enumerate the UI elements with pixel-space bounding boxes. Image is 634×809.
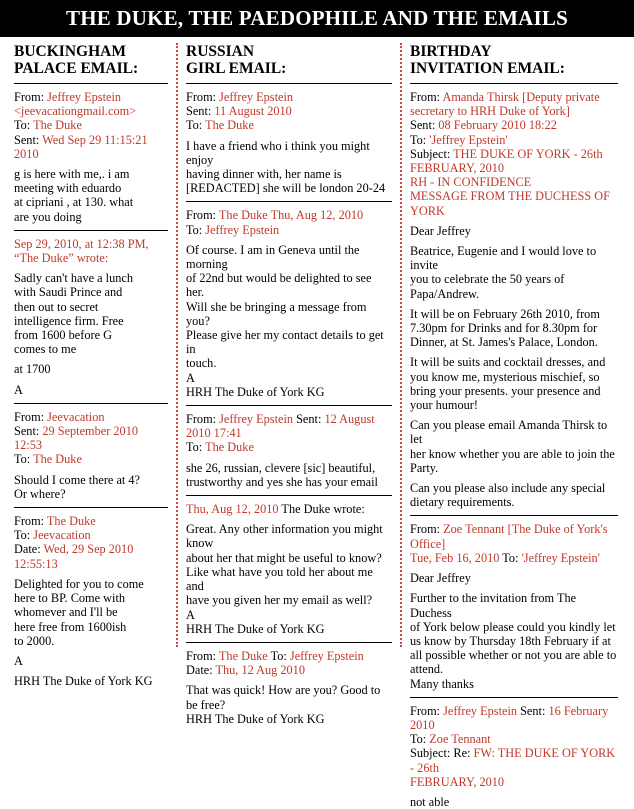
column-russian-girl-email (176, 43, 400, 726)
email-line (410, 648, 618, 662)
email-block (186, 90, 392, 195)
email-line (186, 522, 392, 550)
email-block (186, 412, 392, 489)
email-field-value: 12 August 2010 17:41 (186, 412, 375, 441)
column-title-line1: BIRTHDAY (410, 43, 492, 60)
divider-rule (14, 507, 168, 508)
email-text: she 26, russian, clevere [sic] beautiful, (186, 460, 376, 475)
email-text: Many thanks (410, 676, 474, 691)
email-field-value: Jeffrey Epstein (289, 648, 364, 663)
column-birthday-invitation-email (400, 43, 626, 809)
email-text: A (14, 382, 23, 397)
email-line (410, 418, 618, 446)
email-line (410, 662, 618, 676)
email-block (14, 514, 168, 688)
email-line (14, 104, 168, 118)
email-text: From: (186, 208, 219, 223)
email-block (410, 704, 618, 809)
email-text: A (186, 607, 195, 622)
email-line (410, 90, 618, 104)
email-line (410, 370, 618, 384)
email-text: Of course. I am in Geneva until the morning (186, 242, 360, 272)
email-line (186, 683, 392, 711)
email-line (186, 663, 392, 677)
email-text: To: (410, 732, 430, 747)
email-line (410, 398, 618, 412)
email-line (186, 440, 392, 454)
email-text: Subject: (410, 146, 454, 161)
email-text: all possible whether or not you are able to (410, 648, 617, 663)
email-text: Dear Jeffrey (410, 571, 471, 586)
email-line (410, 775, 618, 789)
email-text: whomever and I'll be (14, 605, 118, 620)
email-line (14, 620, 168, 634)
email-text: are you doing (14, 209, 82, 224)
email-line (410, 495, 618, 509)
email-field-value: Jeffrey Epstein (219, 412, 294, 427)
email-line (14, 528, 168, 542)
email-line (14, 251, 168, 265)
email-field-value: Amanda Thirsk [Deputy private (442, 90, 600, 104)
email-text: Dinner, at St. James's Palace, London. (410, 335, 598, 350)
email-line (14, 514, 168, 528)
email-line (186, 139, 392, 167)
email-line (186, 622, 392, 636)
email-text: trustworthy and yes she has your email (186, 474, 378, 489)
column-title (14, 43, 168, 77)
email-line (186, 243, 392, 271)
email-field-value: Wed, 29 Sep 2010 (43, 542, 134, 557)
email-line (14, 362, 168, 376)
email-line (14, 634, 168, 648)
email-text: [REDACTED] she will be london 20-24 (186, 181, 386, 196)
email-block (14, 90, 168, 224)
email-line (410, 677, 618, 691)
email-text: From: (410, 703, 444, 718)
email-text: Dear Jeffrey (410, 223, 471, 238)
email-line (186, 475, 392, 489)
email-line (410, 175, 618, 189)
email-field-value: Thu, 12 Aug 2010 (215, 663, 305, 678)
email-field-value: The Duke (205, 118, 254, 133)
email-text: From: (14, 514, 47, 529)
email-line (14, 181, 168, 195)
email-line (410, 591, 618, 619)
email-text: Sent: (186, 104, 215, 119)
email-line (14, 167, 168, 181)
email-field-value: Jeffrey Epstein (443, 703, 518, 718)
email-text: dietary requirements. (410, 495, 515, 510)
email-field-value: 16 February 2010 (410, 703, 609, 732)
email-line (410, 307, 618, 321)
email-text: Sent: (14, 424, 43, 439)
email-text: Papa/Andrew. (410, 286, 480, 301)
email-line (410, 634, 618, 648)
email-text: touch. (186, 356, 217, 371)
columns-container (0, 37, 634, 809)
email-line (186, 551, 392, 565)
email-block (410, 522, 618, 690)
email-text: From: (186, 648, 219, 663)
email-text: Will she be bringing a message from you? (186, 299, 367, 328)
email-text: about her that might be useful to know? (186, 550, 382, 565)
email-line (410, 551, 618, 565)
email-field-value: 08 February 2010 18:22 (438, 118, 557, 133)
email-text: HRH The Duke of York KG (186, 621, 325, 636)
email-field-value: Zoe Tennant (429, 732, 491, 747)
email-text: To: (267, 648, 290, 663)
email-line (186, 328, 392, 356)
email-field-value: 11 August 2010 (214, 104, 292, 119)
email-block (14, 410, 168, 501)
email-line (410, 118, 618, 132)
email-field-value: Jeffrey Epstein (47, 90, 122, 104)
email-line (14, 342, 168, 356)
email-line (186, 208, 392, 222)
email-text: To: (14, 452, 34, 467)
email-text: here free from 1600ish (14, 619, 127, 634)
email-text: then out to secret (14, 299, 99, 314)
email-line (186, 181, 392, 195)
email-field-value: Sep 29, 2010, at 12:38 PM, (14, 236, 149, 251)
email-text: From: (186, 412, 220, 427)
email-text: It will be suits and cocktail dresses, and (410, 355, 606, 370)
email-text: you to celebrate the 50 years of (410, 272, 565, 287)
email-line (186, 565, 392, 593)
email-line (410, 104, 618, 118)
email-line (186, 371, 392, 385)
email-field-value: secretary to HRH Duke of York] (410, 104, 570, 119)
email-line (410, 732, 618, 746)
email-line (186, 223, 392, 237)
email-text: HRH The Duke of York KG (14, 674, 153, 689)
email-line (14, 285, 168, 299)
email-text: I have a friend who i think you might enjoy (186, 138, 370, 167)
email-text: To: (14, 118, 34, 133)
email-line (14, 557, 168, 571)
email-text: Delighted for you to come (14, 576, 144, 591)
column-title-line2: PALACE EMAIL: (14, 60, 139, 77)
email-field-value: 'Jeffrey Epstein' (429, 132, 508, 147)
divider-rule (186, 495, 392, 496)
email-line (14, 237, 168, 251)
email-text: Please give her my contact details to get in (186, 328, 384, 357)
divider-rule (186, 201, 392, 202)
email-field-value: Wed Sep 29 11:15:21 (42, 132, 148, 147)
email-text: Date: (14, 542, 44, 557)
email-text: Subject: Re: (410, 746, 474, 761)
email-field-value: Jeffrey Epstein (205, 222, 280, 237)
email-line (410, 189, 618, 217)
email-field-value: FEBRUARY, 2010 (410, 161, 505, 176)
email-field-value: Jeffrey Epstein (219, 90, 294, 104)
email-line (14, 300, 168, 314)
column-buckingham-palace-email (6, 43, 176, 689)
email-line (186, 593, 392, 607)
email-text: of 22nd but would be delighted to see her. (186, 271, 372, 300)
email-text: To: (410, 132, 430, 147)
email-line (14, 328, 168, 342)
email-field-value: MESSAGE FROM THE DUCHESS OF YORK (410, 189, 610, 218)
email-text: Sent: (293, 412, 325, 427)
email-line (410, 620, 618, 634)
email-line (14, 424, 168, 438)
email-line (14, 147, 168, 161)
email-block (14, 237, 168, 397)
email-text: Or where? (14, 486, 66, 501)
email-text: Like what have you told her about me and (186, 564, 373, 594)
email-text: Beatrice, Eugenie and I would love to invite (410, 244, 597, 273)
divider-rule (14, 83, 168, 84)
email-text: of York below please could you kindly let (410, 619, 616, 634)
email-line (410, 147, 618, 161)
column-title-line2: INVITATION EMAIL: (410, 60, 565, 77)
email-text: here to BP. Come with (14, 591, 126, 606)
email-line (186, 118, 392, 132)
email-field-value: The Duke Thu, Aug 12, 2010 (218, 208, 364, 223)
email-field-value: 12:53 (14, 438, 43, 453)
email-line (186, 461, 392, 475)
email-field-value: 29 September 2010 (42, 424, 138, 439)
email-field-value: Tue, Feb 16, 2010 (410, 550, 500, 565)
email-text: From: (186, 90, 220, 104)
email-line (410, 384, 618, 398)
email-line (14, 133, 168, 147)
email-line (410, 321, 618, 335)
email-text: having dinner with, her name is (186, 167, 342, 182)
email-text: To: (186, 222, 206, 237)
email-line (410, 795, 618, 809)
column-title-line1: BUCKINGHAM (14, 43, 126, 60)
email-field-value: FW: THE DUKE OF YORK - 26th (410, 746, 616, 775)
email-text: Should I come there at 4? (14, 472, 141, 487)
email-line (186, 167, 392, 181)
email-text: your humour! (410, 398, 478, 413)
email-line (14, 271, 168, 285)
email-line (186, 271, 392, 299)
email-line (410, 746, 618, 774)
column-title-line2: GIRL EMAIL: (186, 60, 287, 77)
email-line (410, 244, 618, 272)
email-text: Sent: (14, 132, 43, 147)
email-field-value: Thu, Aug 12, 2010 (186, 502, 279, 517)
divider-rule (186, 83, 392, 84)
email-text: To: (14, 528, 34, 543)
email-text: Can you please email Amanda Thirsk to let (410, 418, 608, 447)
column-body (186, 90, 392, 726)
email-field-value: “The Duke” wrote: (14, 251, 109, 266)
column-title (410, 43, 618, 77)
email-field-value: 12:55:13 (14, 556, 58, 571)
email-line (186, 712, 392, 726)
email-text: at cipriani , at 130. what (14, 195, 134, 210)
column-title-line1: RUSSIAN (186, 43, 255, 60)
email-field-value: The Duke (33, 452, 82, 467)
email-text: Can you please also include any special (410, 481, 606, 496)
email-line (14, 487, 168, 501)
email-text: with Saudi Prince and (14, 285, 123, 300)
email-line (14, 410, 168, 424)
email-line (14, 577, 168, 591)
email-line (14, 118, 168, 132)
email-line (186, 356, 392, 370)
email-text: us know by Thursday 18th February if at (410, 633, 611, 648)
email-field-value: The Duke (46, 514, 96, 529)
email-field-value: The Duke (33, 118, 82, 133)
column-body (410, 90, 618, 809)
email-text: The Duke wrote: (278, 502, 365, 517)
divider-rule (410, 83, 618, 84)
email-text: have you given her my email as well? (186, 593, 373, 608)
email-line (14, 314, 168, 328)
email-field-value: The Duke (205, 440, 254, 455)
email-text: To: (186, 440, 206, 455)
email-text: attend. (410, 662, 444, 677)
email-text: intelligence firm. Free (14, 313, 124, 328)
email-text: Sent: (410, 118, 439, 133)
email-block (410, 90, 618, 509)
email-line (14, 452, 168, 466)
email-line (410, 133, 618, 147)
email-text: not able (410, 794, 450, 809)
email-text: Sent: (517, 703, 549, 718)
email-line (186, 608, 392, 622)
email-field-value: RH - IN CONFIDENCE (410, 175, 532, 190)
email-text: bring your presents. your presence and (410, 383, 601, 398)
email-text: That was quick! How are you? Good to be free? (186, 683, 381, 712)
email-line (410, 447, 618, 461)
email-text: Party. (410, 460, 439, 475)
email-text: Further to the invitation from The Duchess (410, 591, 577, 620)
email-line (14, 195, 168, 209)
email-field-value: 'Jeffrey Epstein' (521, 550, 600, 565)
email-line (410, 461, 618, 475)
email-line (410, 287, 618, 301)
email-line (14, 542, 168, 556)
email-text: To: (499, 550, 522, 565)
email-line (14, 473, 168, 487)
email-line (186, 104, 392, 118)
column-title (186, 43, 392, 77)
email-field-value: Jeevacation (33, 528, 91, 543)
page-title: THE DUKE, THE PAEDOPHILE AND THE EMAILS (0, 0, 634, 37)
email-text: From: (410, 90, 443, 104)
email-text: at 1700 (14, 362, 51, 377)
email-text: Date: (186, 663, 216, 678)
divider-rule (410, 515, 618, 516)
column-body (14, 90, 168, 688)
email-text: HRH The Duke of York KG (186, 384, 325, 399)
email-line (410, 522, 618, 550)
email-field-value: THE DUKE OF YORK - 26th (453, 146, 603, 161)
email-line (410, 481, 618, 495)
divider-rule (14, 230, 168, 231)
divider-rule (410, 697, 618, 698)
email-field-value: Zoe Tennant [The Duke of York's Office] (410, 522, 608, 551)
email-text: to 2000. (14, 633, 55, 648)
divider-rule (186, 642, 392, 643)
email-line (14, 674, 168, 688)
email-text: From: (14, 90, 48, 104)
email-line (410, 355, 618, 369)
email-text: comes to me (14, 342, 77, 357)
email-line (14, 591, 168, 605)
email-line (14, 90, 168, 104)
email-block (186, 502, 392, 636)
email-line (186, 385, 392, 399)
email-line (186, 412, 392, 440)
email-line (14, 605, 168, 619)
email-text: her know whether you are able to join the (410, 446, 615, 461)
email-line (186, 300, 392, 328)
email-text: A (14, 653, 23, 668)
email-line (410, 571, 618, 585)
email-text: from 1600 before G (14, 328, 113, 343)
email-line (410, 704, 618, 732)
email-line (410, 272, 618, 286)
email-text: From: (410, 522, 444, 537)
email-line (14, 438, 168, 452)
email-block (186, 649, 392, 726)
email-text: HRH The Duke of York KG (186, 711, 325, 726)
divider-rule (186, 405, 392, 406)
email-text: 7.30pm for Drinks and for 8.30pm for (410, 321, 598, 336)
email-field-value: Jeevacation (47, 409, 105, 424)
email-field-value: The Duke (218, 648, 268, 663)
email-block (186, 208, 392, 399)
email-text: Sadly can't have a lunch (14, 271, 133, 286)
email-text: you know me, mysterious mischief, so (410, 369, 600, 384)
email-line (186, 90, 392, 104)
email-text: To: (186, 118, 206, 133)
email-line (14, 383, 168, 397)
email-text: It will be on February 26th 2010, from (410, 306, 600, 321)
email-line (410, 224, 618, 238)
email-text: From: (14, 409, 48, 424)
email-field-value: FEBRUARY, 2010 (410, 774, 505, 789)
email-line (14, 654, 168, 668)
email-text: g is here with me,. i am (14, 167, 130, 182)
email-line (186, 502, 392, 516)
email-text: A (186, 370, 195, 385)
email-line (410, 335, 618, 349)
email-text: meeting with eduardo (14, 181, 122, 196)
email-line (186, 649, 392, 663)
email-line (14, 210, 168, 224)
email-line (410, 161, 618, 175)
divider-rule (14, 403, 168, 404)
email-field-value: 2010 (14, 146, 39, 161)
email-text: Great. Any other information you might know (186, 522, 383, 551)
email-field-value: <jeevacationgmail.com> (14, 104, 137, 119)
